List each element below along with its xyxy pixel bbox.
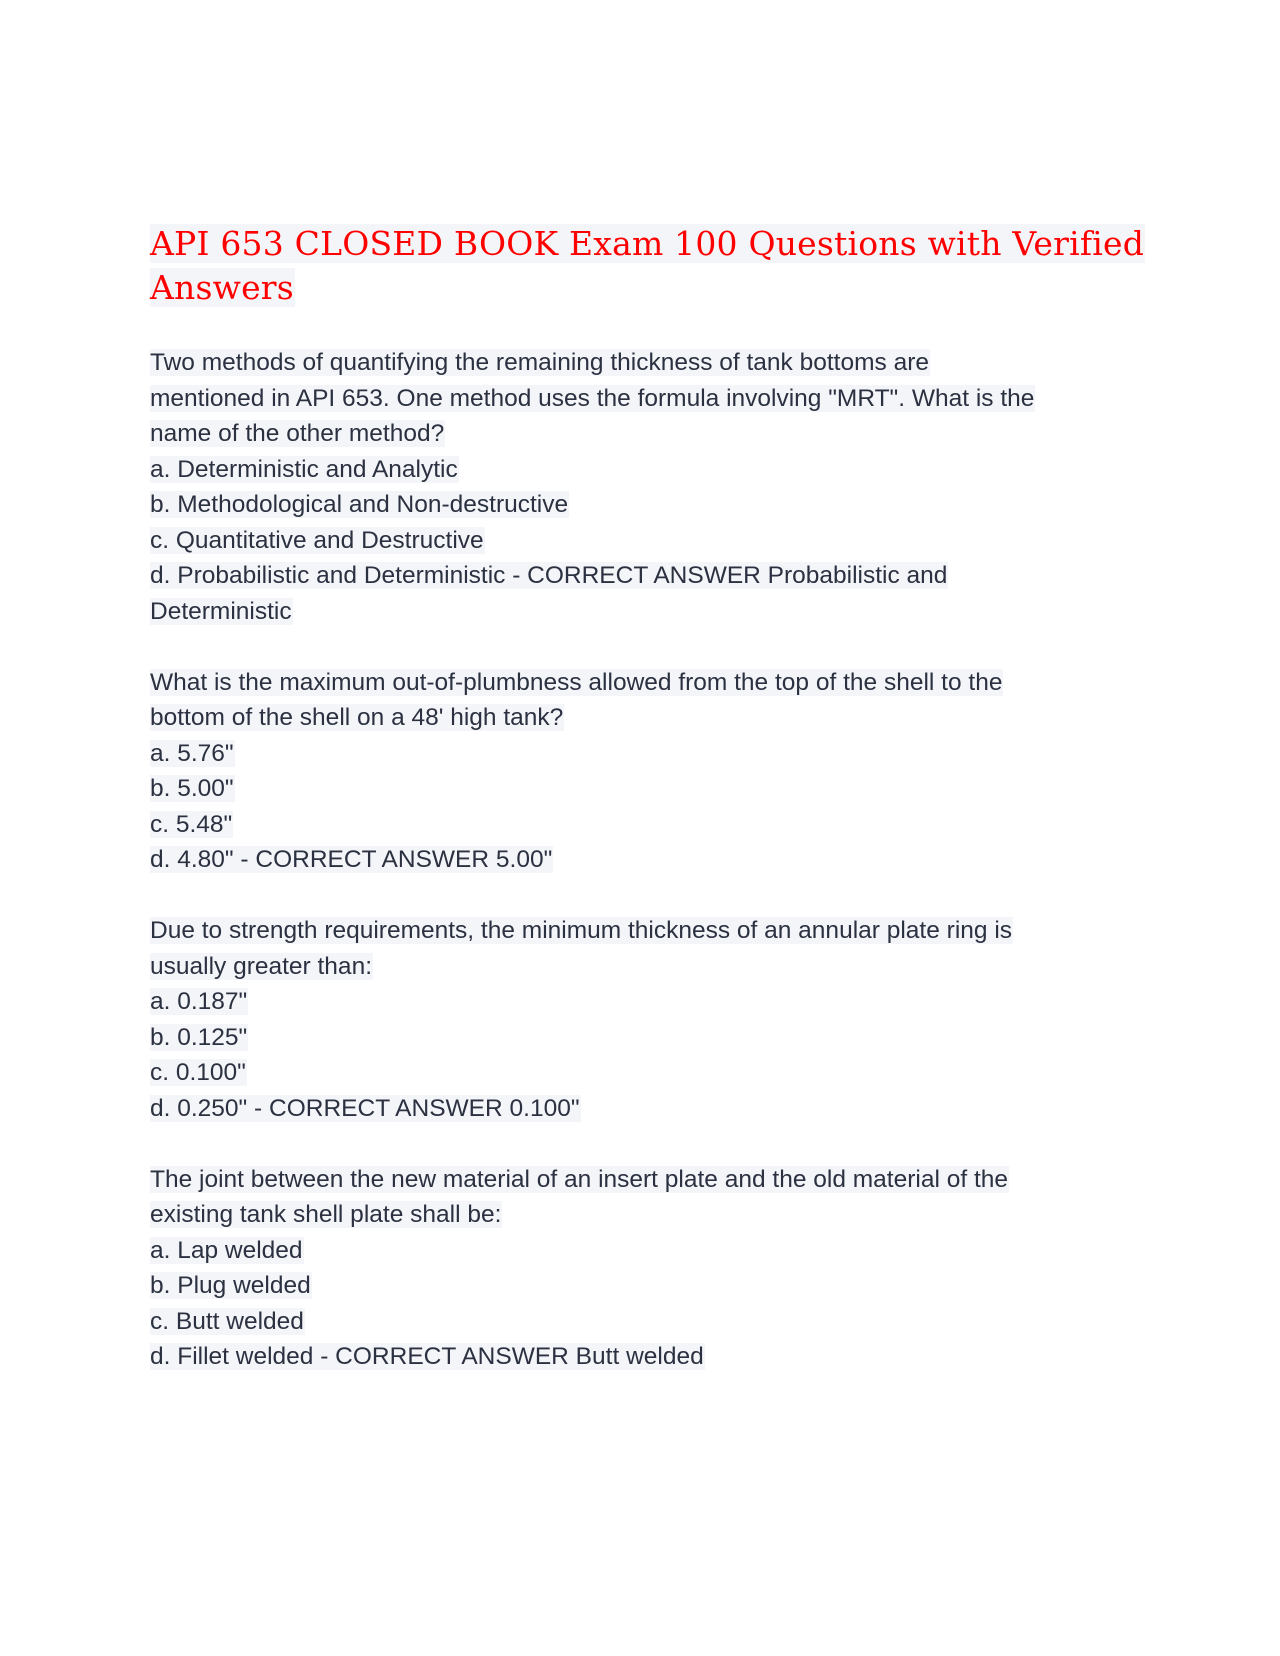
answer-option-c: c. Butt welded [150,1307,304,1335]
answer-option-d-with-correct-answer: d. Probabilistic and Deterministic - CORRECT ANSWER Probabilistic and [150,562,948,589]
answer-option-b: b. Plug welded [150,1272,311,1299]
answer-option-b: b. Methodological and Non-destructive [150,491,569,518]
document-title [150,222,1150,310]
answer-option-a: a. Deterministic and Analytic [150,455,458,483]
answer-option-a: a. 5.76" [150,739,234,767]
title-line: Answers [150,268,294,307]
question-block [150,665,1150,878]
question-text-line: The joint between the new material of an insert plate and the old material of the [150,1165,1009,1193]
answer-option-c: c. Quantitative and Destructive [150,526,484,554]
answer-option-d-with-correct-answer: d. 0.250" - CORRECT ANSWER 0.100" [150,1094,580,1122]
question-text-line: Two methods of quantifying the remaining thickness of tank bottoms are [150,349,929,376]
document-page [150,222,1150,1410]
answer-option-c: c. 5.48" [150,810,233,838]
question-block [150,345,1150,629]
question-text-line: bottom of the shell on a 48' high tank? [150,704,564,731]
answer-option-a: a. 0.187" [150,988,248,1015]
title-line: API 653 CLOSED BOOK Exam 100 Questions with Verified [150,224,1145,263]
question-text-line: What is the maximum out-of-plumbness allowed from the top of the shell to the [150,668,1003,696]
question-text-line: existing tank shell plate shall be: [150,1201,502,1228]
question-text-line: name of the other method? [150,420,445,447]
question-block [150,1162,1150,1375]
answer-option-a: a. Lap welded [150,1236,303,1264]
answer-option-d-with-correct-answer: d. 4.80" - CORRECT ANSWER 5.00" [150,846,553,873]
answer-option-d-with-correct-answer: d. Fillet welded - CORRECT ANSWER Butt welded [150,1343,704,1370]
answer-option-b: b. 5.00" [150,775,234,802]
question-text-line: Due to strength requirements, the minimum thickness of an annular plate ring is [150,917,1013,944]
question-text-line: usually greater than: [150,952,372,980]
answer-option-c: c. 0.100" [150,1059,246,1086]
question-text-line: mentioned in API 653. One method uses the formula involving "MRT". What is the [150,384,1035,412]
question-block [150,913,1150,1126]
spacer [150,310,1150,345]
answer-option-b: b. 0.125" [150,1023,248,1051]
correct-answer-continuation: Deterministic [150,597,292,625]
